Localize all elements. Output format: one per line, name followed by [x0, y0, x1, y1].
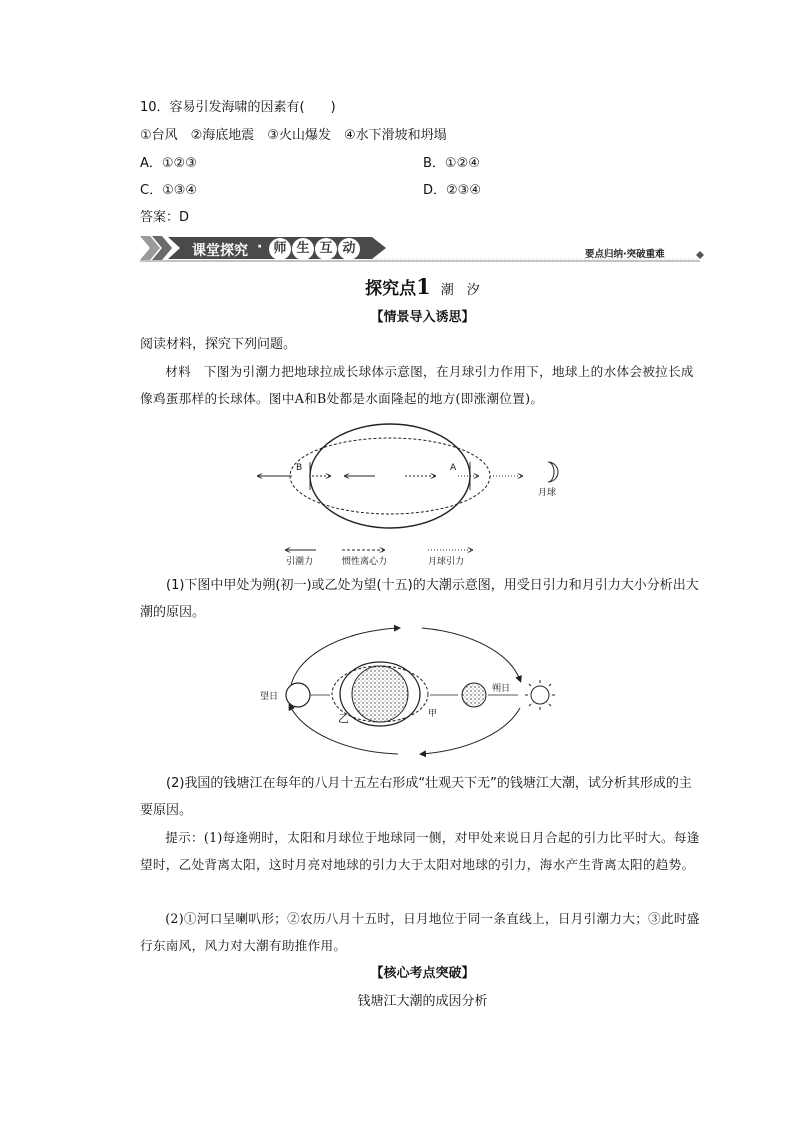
badge-char: 师 [269, 238, 291, 260]
moon-label: 月球 [538, 488, 557, 498]
hint-1: 提示：(1)每逢朔时，太阳和月球位于地球同一侧，对甲处来说日月合起的引力比平时大。每逢望时，乙处背离太阳，这时月亮对地球的引力大于太阳对地球的引力，海水产生背离太阳的趋势。 [140, 830, 700, 872]
label-b: B [296, 463, 303, 473]
label-new-moon: 朔日 [492, 684, 511, 694]
label-a: A [450, 463, 457, 473]
banner-badges [269, 238, 360, 260]
section-heading [140, 274, 705, 299]
label-yi: 乙 [338, 712, 349, 725]
legend-moon-gravity: 月球引力 [428, 557, 465, 567]
question-1: (1)下图中甲处为朔(初一)或乙处为望(十五)的大潮示意图，用受日引力和月引力大小分析出大潮的原因。 [140, 578, 699, 620]
heading-sub: 潮 汐 [440, 283, 480, 298]
label-full-moon: 望日 [260, 692, 279, 702]
new-moon-icon [462, 683, 486, 707]
banner-separator: · [257, 239, 263, 255]
question-2: (2)我国的钱塘江在每年的八月十五左右形成“壮观天下无”的钱塘江大潮，试分析其形成的主要原因。 [140, 776, 692, 818]
core-heading: 【核心考点突破】 [370, 966, 475, 981]
heading-main: 探究点 [365, 279, 417, 299]
moon-icon [548, 462, 558, 482]
badge-char: 互 [315, 238, 337, 260]
banner-title-part1: 课堂探究 [192, 243, 248, 259]
badge-char: 生 [292, 238, 314, 260]
sun-icon [525, 680, 555, 710]
figure-spring-tide [250, 622, 580, 762]
question-10-factors: ①台风 ②海底地震 ③火山爆发 ④水下滑坡和坍塌 [140, 128, 447, 143]
full-moon-icon [286, 683, 310, 707]
earth-icon [352, 666, 408, 722]
hint-2: (2)①河口呈喇叭形；②农历八月十五时，日月地位于同一条直线上，日月引潮力大；③此时盛行东南风，风力对大潮有助推作用。 [140, 911, 700, 953]
heading-number: 1 [416, 274, 431, 299]
intro-text: 阅读材料，探究下列问题。 [140, 337, 297, 352]
question-10-stem: 10．容易引发海啸的因素有( ) [140, 100, 336, 115]
core-subtitle: 钱塘江大潮的成因分析 [357, 994, 488, 1009]
legend-tidal-force: 引潮力 [286, 557, 314, 567]
banner-right-text: 要点归纳·突破重难 [585, 249, 665, 260]
label-jia: 甲 [428, 709, 438, 719]
diamond-icon [696, 251, 704, 259]
answer: 答案：D [140, 210, 190, 225]
option-c: C．①③④ [140, 183, 198, 198]
option-d: D．②③④ [423, 183, 481, 198]
option-a: A．①②③ [140, 156, 197, 171]
figure-tidal-forces [250, 418, 580, 570]
section-banner [140, 234, 705, 264]
material-text: 材料 下图为引潮力把地球拉成长球体示意图，在月球引力作用下，地球上的水体会被拉长成像鸡蛋那样的长球体。图中A和B处都是水面隆起的地方(即涨潮位置)。 [140, 364, 694, 406]
subheading-scenario: 【情景导入诱思】 [370, 310, 475, 325]
legend-centrifugal: 惯性离心力 [342, 557, 388, 567]
option-b: B．①②④ [423, 156, 480, 171]
badge-char: 动 [338, 238, 360, 260]
